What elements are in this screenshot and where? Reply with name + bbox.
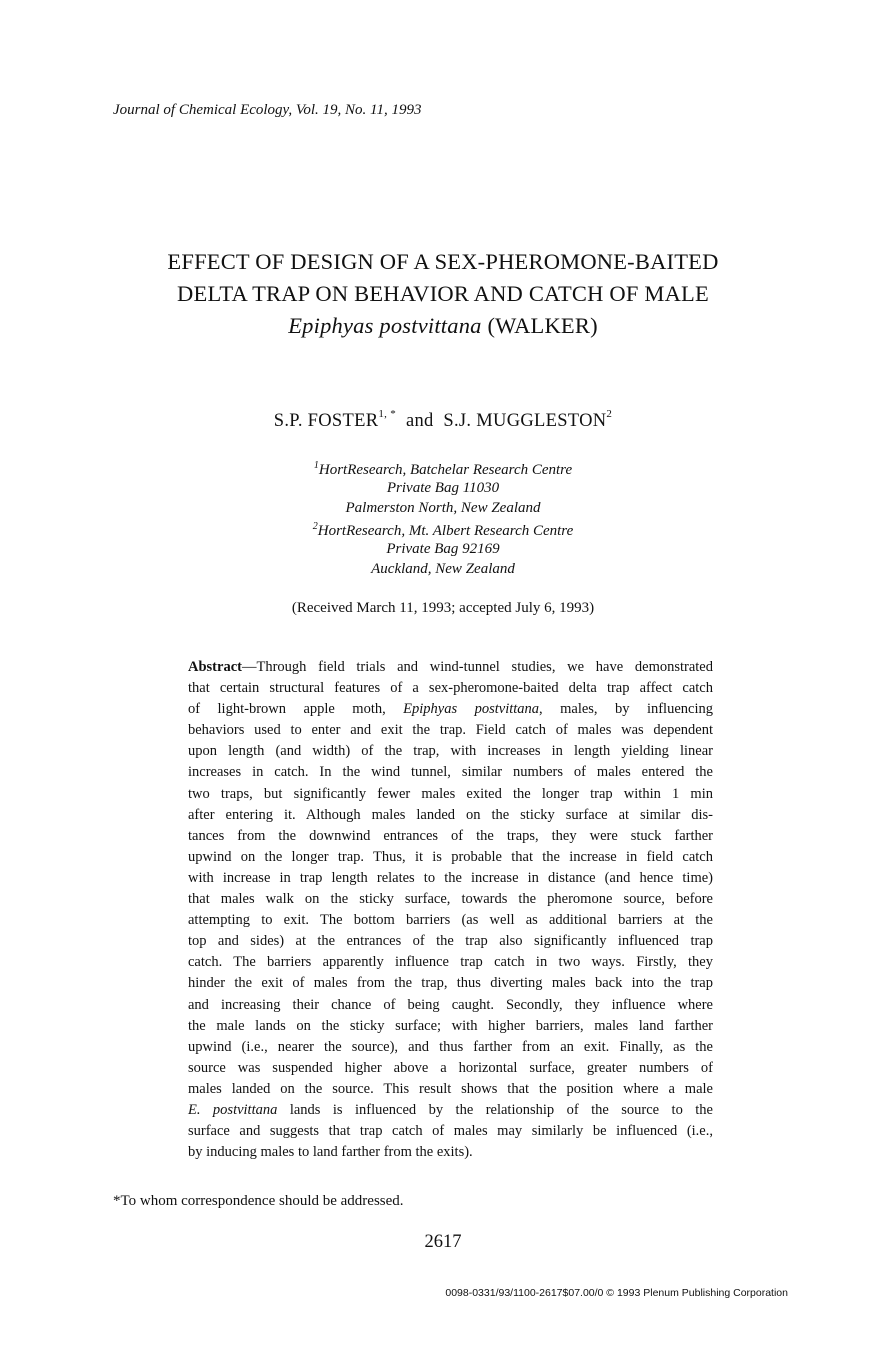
- abstract-line: [188, 657, 713, 678]
- journal-citation: Journal of Chemical Ecology, Vol. 19, No. 11, 1993: [113, 102, 422, 118]
- abstract-species-abbrev: E. postvittana: [188, 1101, 278, 1118]
- title-line-3: [0, 313, 886, 339]
- authors-and: and: [405, 411, 434, 432]
- affiliation-1-text: HortResearch, Batchelar Research Centre: [318, 462, 573, 478]
- title-line-2: DELTA TRAP ON BEHAVIOR AND CATCH OF MALE: [177, 281, 709, 306]
- abstract-line-text: , males, by influencing: [539, 701, 713, 718]
- abstract: [188, 657, 713, 1163]
- abstract-line: [188, 1100, 713, 1121]
- abstract-line: source was suspended higher above a horizontal surface, greater numbers of: [188, 1059, 713, 1076]
- abstract-line: upwind on the longer trap. Thus, it is probable that the increase in field catch: [188, 848, 713, 865]
- author-2-superscript: 2: [606, 408, 613, 420]
- affiliation-2-superscript: 2: [312, 521, 318, 532]
- abstract-line-text: lands is influenced by the relationship of the source to the: [277, 1101, 713, 1118]
- abstract-line: that males walk on the sticky surface, towards the pheromone source, before: [188, 891, 713, 908]
- title-species: Epiphyas postvittana: [288, 313, 482, 338]
- abstract-line: behaviors used to enter and exit the trap. Field catch of males was dependent: [188, 722, 713, 739]
- author-1: S.P. FOSTER: [273, 411, 379, 432]
- abstract-line: upwind (i.e., nearer the source), and thus farther from an exit. Finally, as the: [188, 1038, 713, 1055]
- abstract-line: and increasing their chance of being caught. Secondly, they influence where: [188, 996, 713, 1013]
- affiliation-2-city: Auckland, New Zealand: [371, 561, 515, 577]
- affiliation-1-name: [0, 460, 886, 479]
- abstract-line: with increase in trap length relates to the increase in distance (and hence time): [188, 869, 713, 886]
- abstract-line: two traps, but significantly fewer males exited the longer trap within 1 min: [188, 785, 713, 802]
- affiliation-1-superscript: 1: [313, 460, 319, 471]
- abstract-line: after entering it. Although males landed on the sticky surface at similar dis-: [188, 806, 713, 823]
- title-species-suffix: (WALKER): [487, 313, 598, 338]
- abstract-line-text: —Through field trials and wind-tunnel studies, we have demonstrated: [241, 659, 713, 675]
- abstract-line: males landed on the source. This result shows that the position where a male: [188, 1080, 713, 1097]
- affiliation-2-name: [0, 521, 886, 540]
- affiliation-2-text: HortResearch, Mt. Albert Research Centre: [317, 523, 574, 539]
- author-2: S.J. MUGGLESTON: [443, 411, 607, 432]
- affiliation-2-address: Private Bag 92169: [386, 541, 500, 557]
- abstract-line: the male lands on the sticky surface; with higher barriers, males land farther: [188, 1017, 713, 1034]
- abstract-line: that certain structural features of a sex-pheromone-baited delta trap affect catch: [188, 680, 713, 697]
- abstract-line: [188, 699, 713, 720]
- author-1-superscript: 1, *: [378, 408, 397, 420]
- abstract-line-text: of light-brown apple moth,: [188, 701, 404, 718]
- abstract-line: top and sides) at the entrances of the trap also significantly influenced trap: [188, 933, 713, 950]
- abstract-line: catch. The barriers apparently influence trap catch in two ways. Firstly, they: [188, 954, 713, 971]
- correspondence-footnote: *To whom correspondence should be addressed.: [113, 1193, 404, 1209]
- affiliation-1-address: Private Bag 11030: [386, 480, 500, 496]
- abstract-line: attempting to exit. The bottom barriers (as well as additional barriers at the: [188, 912, 713, 929]
- page-number: 2617: [424, 1232, 462, 1252]
- authors: [0, 410, 886, 432]
- abstract-line: increases in catch. In the wind tunnel, similar numbers of males entered the: [188, 764, 713, 781]
- abstract-line: by inducing males to land farther from the exits).: [188, 1144, 473, 1161]
- abstract-line: upon length (and width) of the trap, with increases in length yielding linear: [188, 743, 713, 760]
- abstract-line: hinder the exit of males from the trap, thus diverting males back into the trap: [188, 975, 713, 992]
- affiliation-1-city: Palmerston North, New Zealand: [345, 500, 541, 516]
- abstract-line: surface and suggests that trap catch of males may similarly be influenced (i.e.,: [188, 1123, 713, 1140]
- abstract-line: tances from the downwind entrances of the traps, they were stuck farther: [188, 827, 713, 844]
- copyright-line: 0098-0331/93/1100-2617$07.00/0 © 1993 Plenum Publishing Corporation: [445, 1287, 788, 1299]
- abstract-label: Abstract: [188, 659, 242, 675]
- received-dates: (Received March 11, 1993; accepted July 6, 1993): [291, 600, 595, 616]
- abstract-species: Epiphyas postvittana: [403, 701, 540, 718]
- title-line-1: EFFECT OF DESIGN OF A SEX-PHEROMONE-BAITED: [167, 249, 719, 274]
